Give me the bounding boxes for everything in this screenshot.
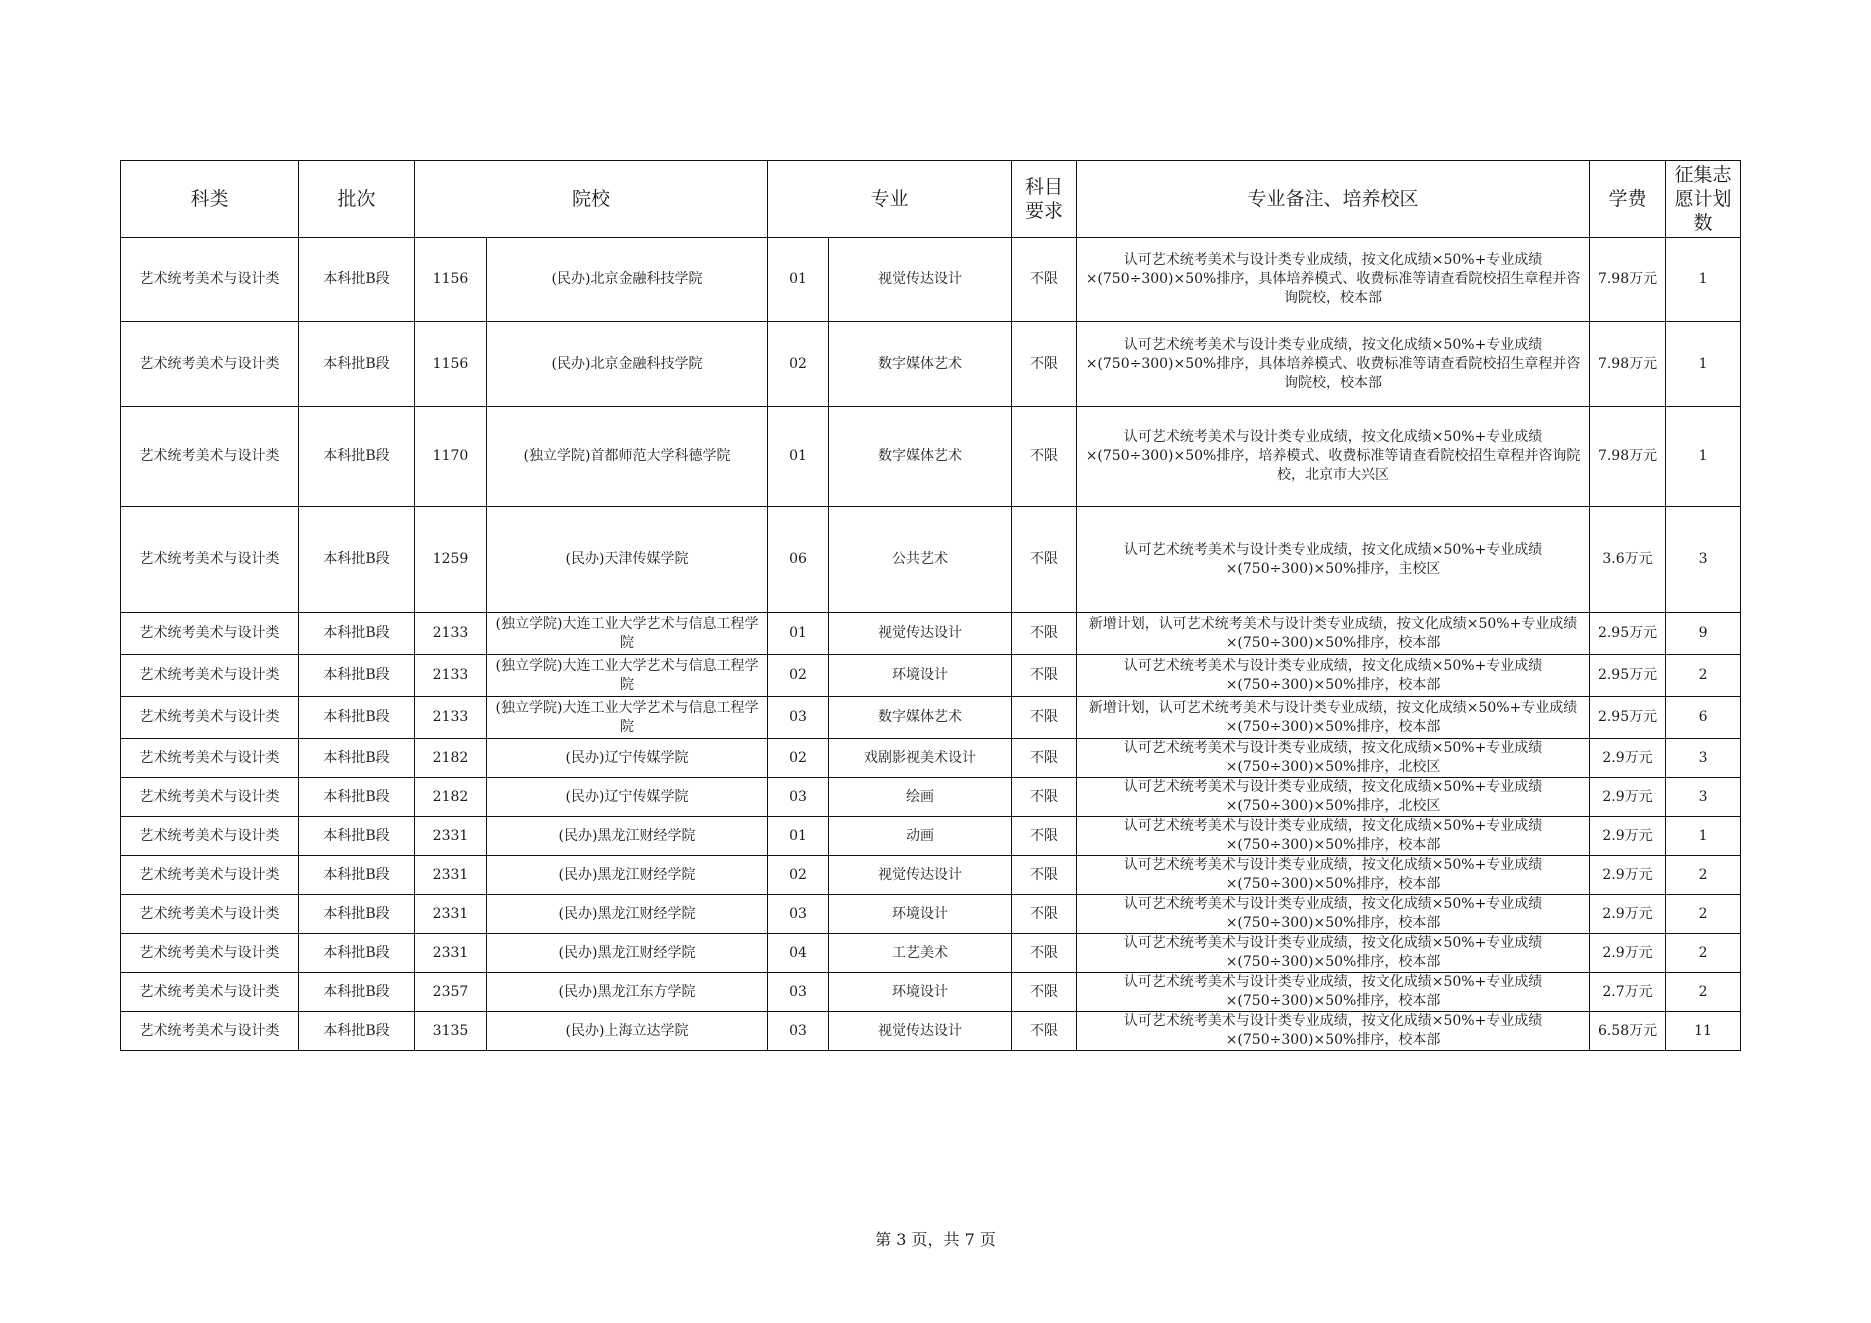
cell-school-code: 1156 xyxy=(415,238,487,322)
table-row xyxy=(121,655,1741,697)
cell-major-name: 戏剧影视美术设计 xyxy=(829,739,1012,778)
table-row xyxy=(121,613,1741,655)
cell-school-code: 2331 xyxy=(415,895,487,934)
cell-plan-count: 2 xyxy=(1666,934,1741,973)
page-number: 第 3 页，共 7 页 xyxy=(875,1230,996,1249)
cell-category: 艺术统考美术与设计类 xyxy=(121,934,299,973)
cell-major-code: 02 xyxy=(768,322,829,407)
cell-tuition: 2.9万元 xyxy=(1590,739,1666,778)
cell-category: 艺术统考美术与设计类 xyxy=(121,817,299,856)
cell-major-code: 03 xyxy=(768,895,829,934)
cell-note-campus: 认可艺术统考美术与设计类专业成绩，按文化成绩×50%+专业成绩×(750÷300)×50%排序，校本部 xyxy=(1077,817,1590,856)
cell-plan-count: 2 xyxy=(1666,856,1741,895)
cell-major-name: 工艺美术 xyxy=(829,934,1012,973)
cell-major-code: 03 xyxy=(768,697,829,739)
cell-school-code: 2182 xyxy=(415,739,487,778)
table-row xyxy=(121,778,1741,817)
table-row xyxy=(121,507,1741,613)
cell-tuition: 7.98万元 xyxy=(1590,238,1666,322)
cell-note-campus: 认可艺术统考美术与设计类专业成绩，按文化成绩×50%+专业成绩×(750÷300)×50%排序，培养模式、收费标准等请查看院校招生章程并咨询院校，北京市大兴区 xyxy=(1077,407,1590,507)
table-row xyxy=(121,934,1741,973)
cell-school-code: 2331 xyxy=(415,934,487,973)
table-row xyxy=(121,238,1741,322)
cell-category: 艺术统考美术与设计类 xyxy=(121,407,299,507)
cell-note-campus: 认可艺术统考美术与设计类专业成绩，按文化成绩×50%+专业成绩×(750÷300)×50%排序，主校区 xyxy=(1077,507,1590,613)
table-row xyxy=(121,739,1741,778)
cell-school-code: 2331 xyxy=(415,817,487,856)
cell-batch: 本科批B段 xyxy=(299,778,415,817)
cell-major-name: 绘画 xyxy=(829,778,1012,817)
cell-plan-count: 9 xyxy=(1666,613,1741,655)
cell-note-campus: 认可艺术统考美术与设计类专业成绩，按文化成绩×50%+专业成绩×(750÷300)×50%排序，校本部 xyxy=(1077,895,1590,934)
cell-school-name: (独立学院)大连工业大学艺术与信息工程学院 xyxy=(487,697,768,739)
cell-tuition: 2.9万元 xyxy=(1590,817,1666,856)
cell-subject-requirement: 不限 xyxy=(1012,1012,1077,1051)
cell-subject-requirement: 不限 xyxy=(1012,507,1077,613)
cell-school-name: (民办)辽宁传媒学院 xyxy=(487,739,768,778)
cell-plan-count: 3 xyxy=(1666,739,1741,778)
cell-school-name: (民办)黑龙江东方学院 xyxy=(487,973,768,1012)
cell-batch: 本科批B段 xyxy=(299,697,415,739)
cell-tuition: 2.95万元 xyxy=(1590,613,1666,655)
table-row xyxy=(121,407,1741,507)
cell-school-name: (民办)北京金融科技学院 xyxy=(487,238,768,322)
table-header xyxy=(121,161,1741,238)
cell-note-campus: 新增计划，认可艺术统考美术与设计类专业成绩，按文化成绩×50%+专业成绩×(750÷300)×50%排序，校本部 xyxy=(1077,697,1590,739)
cell-major-code: 01 xyxy=(768,817,829,856)
cell-category: 艺术统考美术与设计类 xyxy=(121,322,299,407)
cell-plan-count: 1 xyxy=(1666,817,1741,856)
cell-tuition: 2.9万元 xyxy=(1590,856,1666,895)
cell-school-name: (民办)黑龙江财经学院 xyxy=(487,895,768,934)
table-row xyxy=(121,322,1741,407)
cell-tuition: 2.9万元 xyxy=(1590,778,1666,817)
cell-major-code: 02 xyxy=(768,856,829,895)
cell-major-code: 03 xyxy=(768,973,829,1012)
cell-batch: 本科批B段 xyxy=(299,817,415,856)
cell-tuition: 2.9万元 xyxy=(1590,895,1666,934)
cell-school-code: 3135 xyxy=(415,1012,487,1051)
cell-major-name: 公共艺术 xyxy=(829,507,1012,613)
cell-school-code: 1259 xyxy=(415,507,487,613)
cell-category: 艺术统考美术与设计类 xyxy=(121,973,299,1012)
cell-major-code: 03 xyxy=(768,778,829,817)
cell-batch: 本科批B段 xyxy=(299,322,415,407)
cell-school-name: (独立学院)大连工业大学艺术与信息工程学院 xyxy=(487,655,768,697)
cell-batch: 本科批B段 xyxy=(299,507,415,613)
header-school: 院校 xyxy=(415,161,768,238)
cell-school-code: 1170 xyxy=(415,407,487,507)
cell-plan-count: 3 xyxy=(1666,778,1741,817)
cell-batch: 本科批B段 xyxy=(299,856,415,895)
cell-category: 艺术统考美术与设计类 xyxy=(121,507,299,613)
cell-subject-requirement: 不限 xyxy=(1012,697,1077,739)
admission-plan-table xyxy=(120,160,1741,1051)
cell-major-name: 数字媒体艺术 xyxy=(829,322,1012,407)
cell-school-name: (民办)天津传媒学院 xyxy=(487,507,768,613)
cell-major-name: 视觉传达设计 xyxy=(829,856,1012,895)
cell-major-name: 环境设计 xyxy=(829,973,1012,1012)
cell-note-campus: 认可艺术统考美术与设计类专业成绩，按文化成绩×50%+专业成绩×(750÷300)×50%排序，校本部 xyxy=(1077,973,1590,1012)
table-row xyxy=(121,817,1741,856)
cell-school-code: 2357 xyxy=(415,973,487,1012)
header-category: 科类 xyxy=(121,161,299,238)
cell-major-code: 06 xyxy=(768,507,829,613)
cell-category: 艺术统考美术与设计类 xyxy=(121,238,299,322)
cell-major-code: 04 xyxy=(768,934,829,973)
cell-school-name: (民办)北京金融科技学院 xyxy=(487,322,768,407)
table-row xyxy=(121,1012,1741,1051)
cell-school-code: 2331 xyxy=(415,856,487,895)
cell-major-name: 视觉传达设计 xyxy=(829,238,1012,322)
table-body xyxy=(121,238,1741,1051)
cell-batch: 本科批B段 xyxy=(299,934,415,973)
cell-major-code: 02 xyxy=(768,739,829,778)
cell-school-name: (民办)黑龙江财经学院 xyxy=(487,817,768,856)
cell-category: 艺术统考美术与设计类 xyxy=(121,613,299,655)
cell-subject-requirement: 不限 xyxy=(1012,613,1077,655)
header-plan-count: 征集志愿计划数 xyxy=(1666,161,1741,238)
cell-plan-count: 2 xyxy=(1666,895,1741,934)
cell-plan-count: 1 xyxy=(1666,238,1741,322)
cell-major-code: 01 xyxy=(768,407,829,507)
cell-batch: 本科批B段 xyxy=(299,238,415,322)
cell-subject-requirement: 不限 xyxy=(1012,322,1077,407)
header-subject-requirement: 科目要求 xyxy=(1012,161,1077,238)
cell-major-code: 01 xyxy=(768,238,829,322)
cell-tuition: 7.98万元 xyxy=(1590,322,1666,407)
cell-plan-count: 3 xyxy=(1666,507,1741,613)
cell-subject-requirement: 不限 xyxy=(1012,934,1077,973)
cell-subject-requirement: 不限 xyxy=(1012,655,1077,697)
cell-category: 艺术统考美术与设计类 xyxy=(121,895,299,934)
header-row xyxy=(121,161,1741,238)
cell-category: 艺术统考美术与设计类 xyxy=(121,655,299,697)
cell-school-code: 1156 xyxy=(415,322,487,407)
cell-major-name: 数字媒体艺术 xyxy=(829,407,1012,507)
cell-tuition: 3.6万元 xyxy=(1590,507,1666,613)
cell-subject-requirement: 不限 xyxy=(1012,973,1077,1012)
cell-category: 艺术统考美术与设计类 xyxy=(121,778,299,817)
cell-subject-requirement: 不限 xyxy=(1012,817,1077,856)
cell-tuition: 2.95万元 xyxy=(1590,655,1666,697)
cell-note-campus: 认可艺术统考美术与设计类专业成绩，按文化成绩×50%+专业成绩×(750÷300)×50%排序，具体培养模式、收费标准等请查看院校招生章程并咨询院校，校本部 xyxy=(1077,322,1590,407)
cell-category: 艺术统考美术与设计类 xyxy=(121,739,299,778)
cell-major-name: 环境设计 xyxy=(829,895,1012,934)
cell-major-name: 动画 xyxy=(829,817,1012,856)
cell-school-name: (独立学院)首都师范大学科德学院 xyxy=(487,407,768,507)
cell-note-campus: 认可艺术统考美术与设计类专业成绩，按文化成绩×50%+专业成绩×(750÷300)×50%排序，校本部 xyxy=(1077,1012,1590,1051)
cell-subject-requirement: 不限 xyxy=(1012,407,1077,507)
cell-school-name: (民办)上海立达学院 xyxy=(487,1012,768,1051)
cell-subject-requirement: 不限 xyxy=(1012,238,1077,322)
cell-batch: 本科批B段 xyxy=(299,407,415,507)
header-tuition: 学费 xyxy=(1590,161,1666,238)
cell-plan-count: 11 xyxy=(1666,1012,1741,1051)
cell-major-code: 01 xyxy=(768,613,829,655)
cell-note-campus: 认可艺术统考美术与设计类专业成绩，按文化成绩×50%+专业成绩×(750÷300)×50%排序，校本部 xyxy=(1077,655,1590,697)
cell-tuition: 2.9万元 xyxy=(1590,934,1666,973)
cell-note-campus: 认可艺术统考美术与设计类专业成绩，按文化成绩×50%+专业成绩×(750÷300)×50%排序，北校区 xyxy=(1077,778,1590,817)
cell-school-code: 2133 xyxy=(415,613,487,655)
cell-category: 艺术统考美术与设计类 xyxy=(121,697,299,739)
cell-batch: 本科批B段 xyxy=(299,739,415,778)
cell-major-name: 视觉传达设计 xyxy=(829,1012,1012,1051)
cell-batch: 本科批B段 xyxy=(299,973,415,1012)
cell-tuition: 6.58万元 xyxy=(1590,1012,1666,1051)
cell-note-campus: 新增计划，认可艺术统考美术与设计类专业成绩，按文化成绩×50%+专业成绩×(750÷300)×50%排序，校本部 xyxy=(1077,613,1590,655)
cell-major-name: 数字媒体艺术 xyxy=(829,697,1012,739)
cell-batch: 本科批B段 xyxy=(299,613,415,655)
table-row xyxy=(121,895,1741,934)
cell-school-code: 2182 xyxy=(415,778,487,817)
cell-school-code: 2133 xyxy=(415,655,487,697)
cell-plan-count: 2 xyxy=(1666,973,1741,1012)
cell-school-name: (民办)黑龙江财经学院 xyxy=(487,934,768,973)
cell-major-name: 环境设计 xyxy=(829,655,1012,697)
cell-note-campus: 认可艺术统考美术与设计类专业成绩，按文化成绩×50%+专业成绩×(750÷300)×50%排序，北校区 xyxy=(1077,739,1590,778)
cell-plan-count: 6 xyxy=(1666,697,1741,739)
table-row xyxy=(121,697,1741,739)
cell-batch: 本科批B段 xyxy=(299,655,415,697)
cell-school-name: (独立学院)大连工业大学艺术与信息工程学院 xyxy=(487,613,768,655)
cell-plan-count: 2 xyxy=(1666,655,1741,697)
cell-subject-requirement: 不限 xyxy=(1012,856,1077,895)
cell-note-campus: 认可艺术统考美术与设计类专业成绩，按文化成绩×50%+专业成绩×(750÷300)×50%排序，校本部 xyxy=(1077,856,1590,895)
cell-note-campus: 认可艺术统考美术与设计类专业成绩，按文化成绩×50%+专业成绩×(750÷300)×50%排序，校本部 xyxy=(1077,934,1590,973)
cell-subject-requirement: 不限 xyxy=(1012,739,1077,778)
table-row xyxy=(121,973,1741,1012)
cell-plan-count: 1 xyxy=(1666,407,1741,507)
cell-tuition: 2.7万元 xyxy=(1590,973,1666,1012)
cell-category: 艺术统考美术与设计类 xyxy=(121,856,299,895)
cell-plan-count: 1 xyxy=(1666,322,1741,407)
cell-tuition: 2.95万元 xyxy=(1590,697,1666,739)
cell-school-name: (民办)黑龙江财经学院 xyxy=(487,856,768,895)
cell-major-code: 03 xyxy=(768,1012,829,1051)
table-row xyxy=(121,856,1741,895)
cell-school-code: 2133 xyxy=(415,697,487,739)
cell-note-campus: 认可艺术统考美术与设计类专业成绩，按文化成绩×50%+专业成绩×(750÷300)×50%排序，具体培养模式、收费标准等请查看院校招生章程并咨询院校，校本部 xyxy=(1077,238,1590,322)
header-note-campus: 专业备注、培养校区 xyxy=(1077,161,1590,238)
header-major: 专业 xyxy=(768,161,1012,238)
cell-school-name: (民办)辽宁传媒学院 xyxy=(487,778,768,817)
header-batch: 批次 xyxy=(299,161,415,238)
cell-batch: 本科批B段 xyxy=(299,895,415,934)
cell-major-name: 视觉传达设计 xyxy=(829,613,1012,655)
cell-subject-requirement: 不限 xyxy=(1012,778,1077,817)
cell-major-code: 02 xyxy=(768,655,829,697)
cell-tuition: 7.98万元 xyxy=(1590,407,1666,507)
cell-subject-requirement: 不限 xyxy=(1012,895,1077,934)
cell-category: 艺术统考美术与设计类 xyxy=(121,1012,299,1051)
cell-batch: 本科批B段 xyxy=(299,1012,415,1051)
